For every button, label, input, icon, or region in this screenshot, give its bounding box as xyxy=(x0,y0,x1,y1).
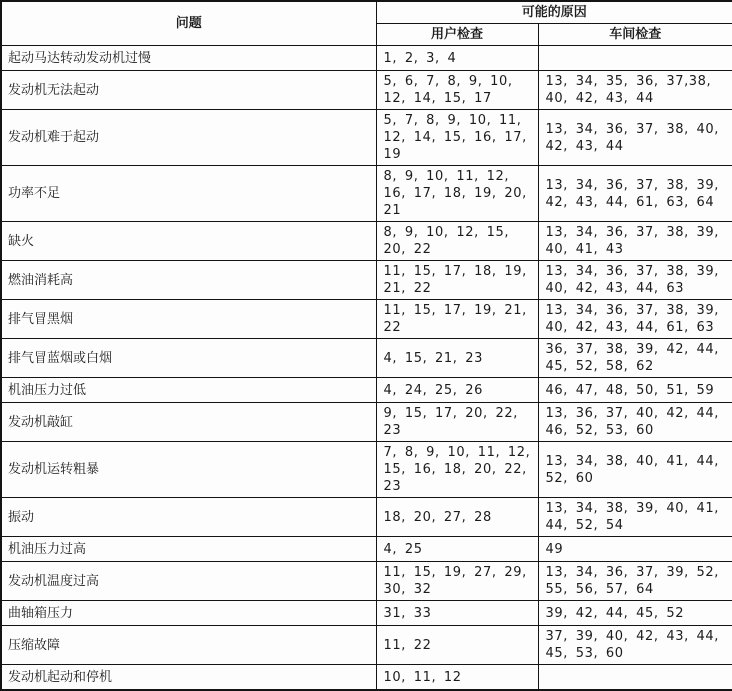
user-check-cell: 7, 8, 9, 10, 11, 12, 15, 16, 18, 20, 22, 23 xyxy=(376,442,538,498)
table-body xyxy=(1,46,732,691)
table-row xyxy=(1,442,732,498)
problem-cell: 缺火 xyxy=(1,222,376,261)
workshop-check-cell: 13, 34, 36, 37, 38, 40, 42, 43, 44 xyxy=(538,110,732,166)
user-check-cell: 8, 9, 10, 11, 12, 16, 17, 18, 19, 20, 21 xyxy=(376,166,538,222)
workshop-check-cell: 46, 47, 48, 50, 51, 59 xyxy=(538,378,732,403)
header-problem: 问题 xyxy=(1,1,376,46)
user-check-cell: 31, 33 xyxy=(376,601,538,626)
workshop-check-cell: 13, 34, 35, 36, 37,38, 40, 42, 43, 44 xyxy=(538,71,732,110)
user-check-cell: 1, 2, 3, 4 xyxy=(376,46,538,71)
user-check-cell: 10, 11, 12 xyxy=(376,665,538,691)
user-check-cell: 4, 25 xyxy=(376,537,538,562)
problem-cell: 发动机温度过高 xyxy=(1,562,376,601)
workshop-check-cell: 36, 37, 38, 39, 42, 44, 45, 52, 58, 62 xyxy=(538,339,732,378)
problem-cell: 排气冒黑烟 xyxy=(1,300,376,339)
table-row xyxy=(1,222,732,261)
problem-cell: 排气冒蓝烟或白烟 xyxy=(1,339,376,378)
workshop-check-cell: 13, 34, 36, 37, 38, 39, 40, 41, 43 xyxy=(538,222,732,261)
problem-cell: 功率不足 xyxy=(1,166,376,222)
table-row xyxy=(1,71,732,110)
workshop-check-cell: 13, 34, 36, 37, 39, 52, 55, 56, 57, 64 xyxy=(538,562,732,601)
user-check-cell: 9, 15, 17, 20, 22, 23 xyxy=(376,403,538,442)
problem-cell: 发动机难于起动 xyxy=(1,110,376,166)
table-header xyxy=(1,1,732,46)
table-row xyxy=(1,626,732,665)
table-row xyxy=(1,166,732,222)
user-check-cell: 11, 15, 17, 19, 21, 22 xyxy=(376,300,538,339)
workshop-check-cell: 39, 42, 44, 45, 52 xyxy=(538,601,732,626)
problem-cell: 压缩故障 xyxy=(1,626,376,665)
problem-cell: 发动机起动和停机 xyxy=(1,665,376,691)
problem-cell: 发动机敲缸 xyxy=(1,403,376,442)
workshop-check-cell: 13, 36, 37, 40, 42, 44, 46, 52, 53, 60 xyxy=(538,403,732,442)
workshop-check-cell: 13, 34, 36, 37, 38, 39, 40, 42, 43, 44, 63 xyxy=(538,261,732,300)
user-check-cell: 5, 7, 8, 9, 10, 11, 12, 14, 15, 16, 17, 19 xyxy=(376,110,538,166)
workshop-check-cell: 13, 34, 36, 37, 38, 39, 40, 42, 43, 44, 61, 63 xyxy=(538,300,732,339)
table-row xyxy=(1,261,732,300)
table-row xyxy=(1,110,732,166)
problem-cell: 发动机无法起动 xyxy=(1,71,376,110)
table-row xyxy=(1,46,732,71)
user-check-cell: 8, 9, 10, 12, 15, 20, 22 xyxy=(376,222,538,261)
problem-cell: 机油压力过低 xyxy=(1,378,376,403)
user-check-cell: 4, 24, 25, 26 xyxy=(376,378,538,403)
table-row xyxy=(1,339,732,378)
problem-cell: 燃油消耗高 xyxy=(1,261,376,300)
workshop-check-cell: 37, 39, 40, 42, 43, 44, 45, 53, 60 xyxy=(538,626,732,665)
table-row xyxy=(1,378,732,403)
header-possible-causes: 可能的原因 xyxy=(376,1,732,24)
table-row xyxy=(1,601,732,626)
table-row xyxy=(1,537,732,562)
user-check-cell: 11, 22 xyxy=(376,626,538,665)
user-check-cell: 11, 15, 19, 27, 29, 30, 32 xyxy=(376,562,538,601)
user-check-cell: 18, 20, 27, 28 xyxy=(376,498,538,537)
workshop-check-cell xyxy=(538,46,732,71)
header-workshop-check: 车间检查 xyxy=(538,24,732,46)
table-row xyxy=(1,498,732,537)
user-check-cell: 11, 15, 17, 18, 19, 21, 22 xyxy=(376,261,538,300)
table-row xyxy=(1,665,732,691)
workshop-check-cell: 13, 34, 38, 40, 41, 44, 52, 60 xyxy=(538,442,732,498)
problem-cell: 曲轴箱压力 xyxy=(1,601,376,626)
table-row xyxy=(1,300,732,339)
table-row xyxy=(1,562,732,601)
user-check-cell: 5, 6, 7, 8, 9, 10, 12, 14, 15, 17 xyxy=(376,71,538,110)
workshop-check-cell: 49 xyxy=(538,537,732,562)
problem-cell: 发动机运转粗暴 xyxy=(1,442,376,498)
problem-cell: 机油压力过高 xyxy=(1,537,376,562)
problem-cell: 起动马达转动发动机过慢 xyxy=(1,46,376,71)
workshop-check-cell: 13, 34, 38, 39, 40, 41, 44, 52, 54 xyxy=(538,498,732,537)
header-user-check: 用户检查 xyxy=(376,24,538,46)
workshop-check-cell xyxy=(538,665,732,691)
table-row xyxy=(1,403,732,442)
user-check-cell: 4, 15, 21, 23 xyxy=(376,339,538,378)
problem-cell: 振动 xyxy=(1,498,376,537)
workshop-check-cell: 13, 34, 36, 37, 38, 39, 42, 43, 44, 61, 63, 64 xyxy=(538,166,732,222)
